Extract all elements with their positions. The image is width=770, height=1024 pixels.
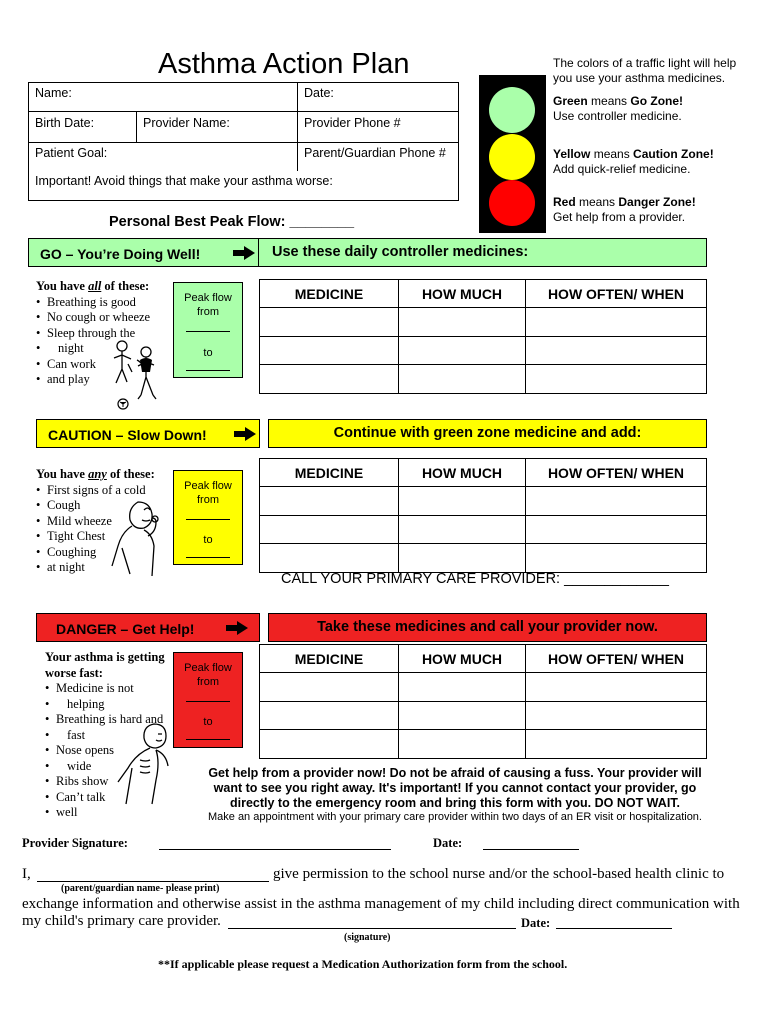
red-lamp-icon [489, 180, 535, 226]
symptom-cont: • wide [45, 759, 165, 775]
green-zone-name: Go Zone! [630, 94, 684, 108]
danger-help-text [180, 766, 730, 811]
peak-flow-from: from [197, 494, 219, 506]
table-row [260, 487, 707, 516]
symptom-item: • Nose opens [45, 743, 165, 759]
help-line: Get help from a provider now! Do not be afraid of causing a fuss. Your provider will [208, 766, 702, 780]
help-line: directly to the emergency room and bring this form with you. DO NOT WAIT. [229, 796, 681, 810]
table-row [260, 673, 707, 702]
name-field[interactable]: Name: [35, 86, 72, 100]
children-playing-icon [108, 338, 168, 414]
yellow-zone-name: Caution Zone! [633, 147, 714, 161]
permission-text: give permission to the school nurse and/or the school-based health clinic to [273, 866, 725, 882]
provider-phone-field[interactable]: Provider Phone # [297, 112, 460, 142]
peak-flow-to: to [203, 534, 213, 546]
patient-goal-field[interactable]: Patient Goal: [35, 146, 108, 160]
green-zone-note [553, 94, 683, 124]
col-how-much: HOW MUCH [399, 459, 526, 487]
provider-date-label: Date: [433, 836, 463, 850]
arrow-right-icon [233, 246, 255, 260]
medication-authorization-note: **If applicable please request a Medication Authorization form from the school. [158, 957, 568, 971]
call-provider-line: CALL YOUR PRIMARY CARE PROVIDER: _____________ [281, 571, 669, 587]
peak-flow-label: Peak flow [184, 480, 232, 492]
birth-date-field[interactable]: Birth Date: [35, 116, 95, 130]
caution-medicine-table [259, 458, 707, 573]
col-medicine: MEDICINE [260, 459, 399, 487]
person-struggling-icon [110, 720, 180, 808]
peak-flow-label: Peak flow [184, 292, 232, 304]
personal-best-peak-flow: Personal Best Peak Flow: ________ [109, 214, 355, 230]
symptom-item: • Breathing is hard and [45, 712, 165, 728]
symptom-item: • Coughing [36, 545, 155, 561]
peak-flow-from: from [197, 676, 219, 688]
caution-zone-instruction: Continue with green zone medicine and add: [268, 419, 707, 448]
danger-peak-flow-box[interactable] [173, 652, 243, 748]
symptom-item: • Tight Chest [36, 529, 155, 545]
yellow-zone-desc: Add quick-relief medicine. [553, 162, 691, 176]
yellow-word: Yellow [553, 147, 591, 161]
go-zone-label: GO – You’re Doing Well! [40, 246, 201, 262]
col-how-much: HOW MUCH [399, 645, 526, 673]
signature-caption: (signature) [344, 932, 391, 943]
go-symptoms-intro: You have all of these: [36, 279, 150, 293]
caution-zone-label: CAUTION – Slow Down! [48, 427, 207, 443]
parent-phone-field[interactable]: Parent/Guardian Phone # [297, 143, 460, 171]
go-zone-bar [28, 238, 707, 267]
col-how-often: HOW OFTEN/ WHEN [526, 645, 707, 673]
go-peak-flow-box[interactable] [173, 282, 243, 378]
table-row [260, 730, 707, 759]
yellow-zone-note [553, 147, 714, 177]
provider-name-field[interactable]: Provider Name: [136, 112, 297, 142]
red-zone-desc: Get help from a provider. [553, 210, 686, 224]
red-word: Red [553, 195, 576, 209]
symptom-item: • Medicine is not [45, 681, 165, 697]
green-zone-desc: Use controller medicine. [553, 109, 682, 123]
symptom-cont: • night [36, 341, 150, 357]
symptom-item: • Cough [36, 498, 155, 514]
caution-symptoms-intro: You have any of these: [36, 467, 155, 481]
green-lamp-icon [489, 87, 535, 133]
symptom-cont: • well [45, 805, 165, 821]
table-row [260, 365, 707, 394]
col-medicine: MEDICINE [260, 280, 399, 308]
symptom-cont: • and play [36, 372, 150, 388]
table-row [260, 544, 707, 573]
danger-zone-label: DANGER – Get Help! [56, 621, 195, 637]
symptom-cont: • helping [45, 697, 165, 713]
permission-line-2: exchange information and otherwise assist in the asthma management of my child including direct communication with [22, 896, 740, 912]
peak-flow-from: from [197, 306, 219, 318]
go-zone-instruction: Use these daily controller medicines: [272, 244, 529, 260]
patient-info-box [28, 82, 459, 201]
person-coughing-icon [108, 496, 168, 580]
traffic-light-intro: The colors of a traffic light will help you use your asthma medicines. [553, 56, 737, 85]
table-row [260, 336, 707, 365]
date-field[interactable]: Date: [297, 83, 460, 111]
green-word: Green [553, 94, 588, 108]
provider-signature-label: Provider Signature: [22, 836, 128, 850]
symptom-item: • Sleep through the [36, 326, 150, 342]
danger-medicine-table [259, 644, 707, 759]
parent-name-caption: (parent/guardian name- please print) [61, 883, 220, 894]
symptom-item: • Breathing is good [36, 295, 150, 311]
provider-date-line[interactable] [483, 849, 579, 850]
symptom-item: • No cough or wheeze [36, 310, 150, 326]
symptom-item: • Can work [36, 357, 150, 373]
symptom-item: • Mild wheeze [36, 514, 155, 530]
means-text: means [587, 94, 631, 108]
danger-symptoms-intro: Your asthma is getting [45, 650, 165, 664]
arrow-right-icon [226, 621, 248, 635]
symptom-cont: • fast [45, 728, 165, 744]
symptom-item: • First signs of a cold [36, 483, 155, 499]
danger-zone-bar [36, 613, 260, 642]
red-zone-note [553, 195, 696, 225]
page-title: Asthma Action Plan [158, 48, 410, 80]
symptom-cont: • at night [36, 560, 155, 576]
symptom-item: • Ribs show [45, 774, 165, 790]
help-line: want to see you right away. It's important! If you cannot contact your provider, go [213, 781, 697, 795]
col-medicine: MEDICINE [260, 645, 399, 673]
means-text: means [575, 195, 619, 209]
col-how-often: HOW OFTEN/ WHEN [526, 280, 707, 308]
traffic-light-icon [479, 75, 546, 233]
col-how-much: HOW MUCH [399, 280, 526, 308]
peak-flow-label: Peak flow [184, 662, 232, 674]
peak-flow-to: to [203, 716, 213, 728]
important-field[interactable]: Important! Avoid things that make your asthma worse: [35, 174, 333, 188]
parent-signature-line[interactable] [228, 928, 516, 929]
parent-date-line[interactable] [556, 928, 672, 929]
symptom-item: • Can’t talk [45, 790, 165, 806]
table-row [260, 701, 707, 730]
appointment-note: Make an appointment with your primary care provider within two days of an ER visit or hospitalization. [207, 811, 702, 823]
peak-flow-to: to [203, 347, 213, 359]
caution-zone-bar [36, 419, 260, 448]
danger-zone-instruction: Take these medicines and call your provider now. [268, 613, 707, 642]
red-zone-name: Danger Zone! [618, 195, 696, 209]
table-row [260, 515, 707, 544]
table-row [260, 308, 707, 337]
provider-signature-line[interactable] [159, 849, 391, 850]
means-text: means [590, 147, 634, 161]
go-medicine-table [259, 279, 707, 394]
yellow-lamp-icon [489, 134, 535, 180]
parent-name-line[interactable] [37, 881, 269, 882]
parent-date-label: Date: [521, 916, 551, 930]
danger-symptoms-intro-2: worse fast: [45, 665, 103, 680]
caution-peak-flow-box[interactable] [173, 470, 243, 565]
arrow-right-icon [234, 427, 256, 441]
permission-line-3: my child's primary care provider. [22, 913, 221, 929]
permission-i: I, [22, 866, 31, 882]
col-how-often: HOW OFTEN/ WHEN [526, 459, 707, 487]
